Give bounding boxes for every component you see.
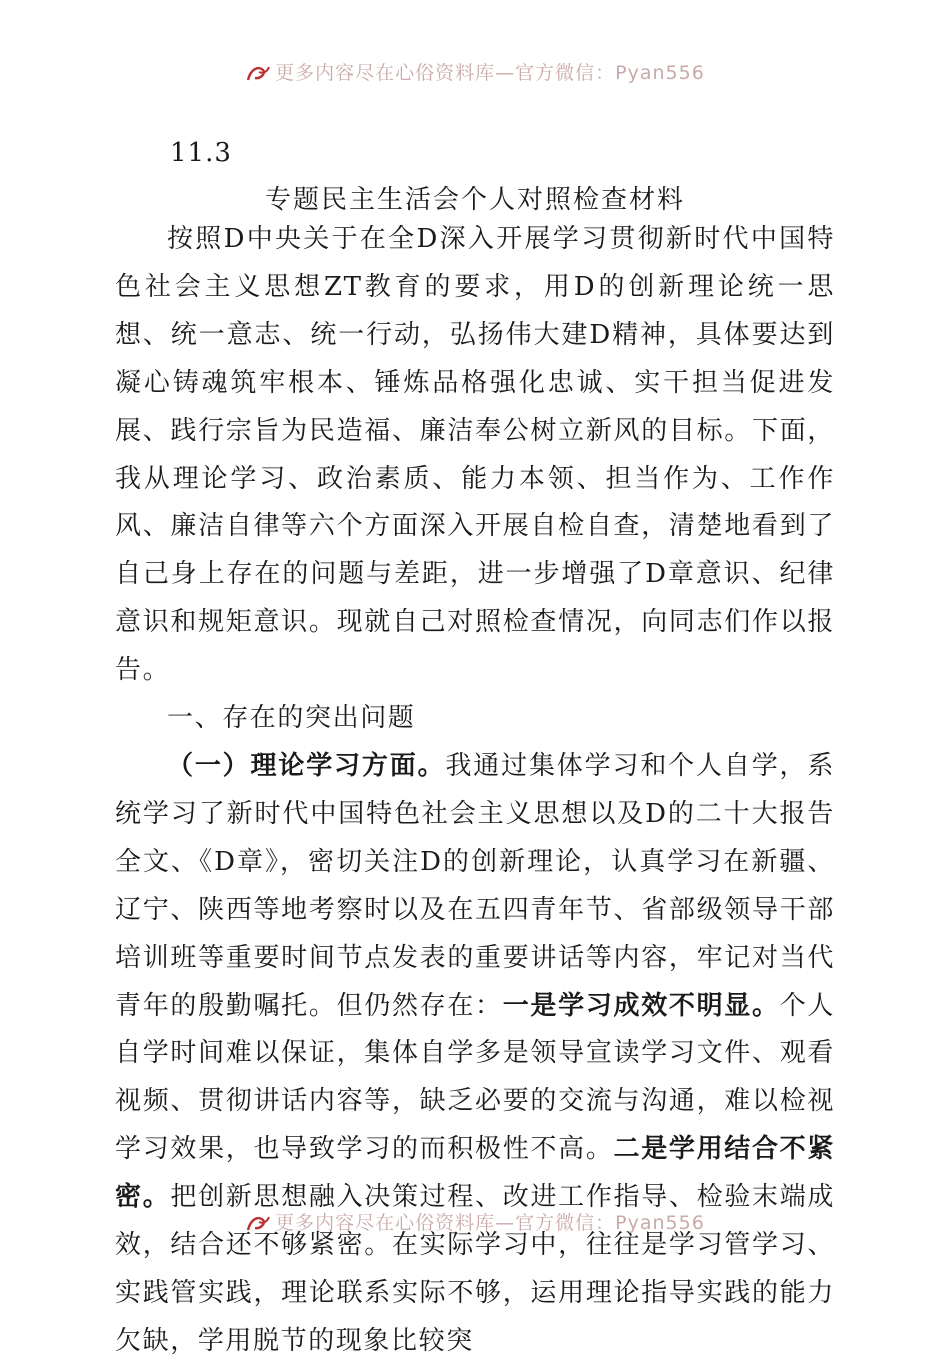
document-title: 专题民主生活会个人对照检查材料 <box>264 185 685 215</box>
point1-text: 个人自学时间难以保证，集体自学多是领导宣读学习文件、观看视频、贯彻讲话内容等，缺乏必要的交流与沟通，难以检视学习效果，也导致学习的而积极性不高。 <box>115 990 835 1165</box>
intro-paragraph: 按照D中央关于在全D深入开展学习贯彻新时代中国特色社会主义思想ZT教育的要求，用D的创新理论统一思想、统一意志、统一行动，弘扬伟大建D精神，具体要达到凝心铸魂筑牢根本、锤炼品格强化忠诚、实干担当促进发展、践行宗旨为民造福、廉洁奉公树立新风的目标。下面，我从理论学习、政治素质、能力本领、担当作为、工作作风、廉洁自律等六个方面深入开展自检自查，清楚地看到了自己身上存在的问题与差距，进一步增强了D章意识、纪律意识和规矩意识。现就自己对照检查情况，向同志们作以报告。 <box>115 224 835 686</box>
point2-label: 二是学用结合不紧密。 <box>115 1134 835 1213</box>
watermark-text: 更多内容尽在心俗资料库—官方微信：Pyan556 <box>275 1212 705 1234</box>
watermark-header <box>0 58 950 84</box>
subsection-text: 我通过集体学习和个人自学，系统学习了新时代中国特色社会主义思想以及D的二十大报告全文、《D章》，密切关注D的创新理论，认真学习在新疆、辽宁、陕西等地考察时以及在五四青年节、省部级领导干部培训班等重要时间节点发表的重要讲话等内容，牢记对当代青年的殷勤嘱托。但仍然存在： <box>115 750 835 1021</box>
watermark-footer <box>0 1208 950 1234</box>
date-label: 11.3 <box>170 138 232 168</box>
logo-icon <box>245 1214 271 1234</box>
document-body <box>115 216 835 1366</box>
logo-icon <box>245 64 271 84</box>
section-heading: 一、存在的突出问题 <box>167 703 416 734</box>
point2-text: 把创新思想融入决策过程、改进工作指导、检验末端成效，结合还不够紧密。在实际学习中，往往是学习管学习、实践管实践，理论联系实际不够，运用理论指导实践的能力欠缺，学用脱节的现象比较突 <box>115 1182 836 1356</box>
watermark-text: 更多内容尽在心俗资料库—官方微信：Pyan556 <box>275 62 705 84</box>
point1-label: 一是学习成效不明显。 <box>502 990 780 1021</box>
subsection-heading: （一）理论学习方面。 <box>167 750 446 781</box>
theory-study-paragraph <box>115 743 835 1366</box>
